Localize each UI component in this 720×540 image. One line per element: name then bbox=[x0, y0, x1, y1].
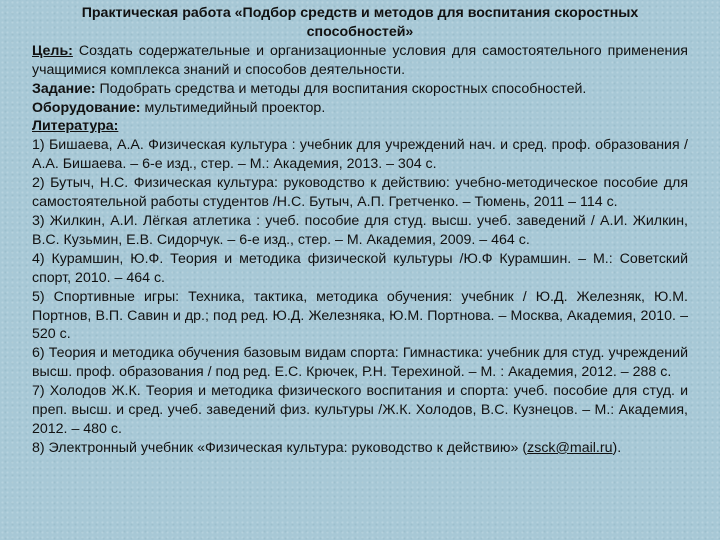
slide-title: Практическая работа «Подбор средств и методов для воспитания скоростных способностей» bbox=[81, 5, 639, 40]
literature-item-2: 2) Бутыч, Н.С. Физическая культура: руководство к действию: учебно-методическое пособие для самостоятельной работы студентов /Н.С. Бутыч, А.П. Гретченко. – Тюмень, 2011 – 114 с. bbox=[32, 175, 688, 211]
task-text: Подобрать средства и методы для воспитания скоростных способностей. bbox=[99, 80, 587, 97]
literature-item-8 bbox=[32, 439, 688, 458]
email-link[interactable]: zsck@mail.ru bbox=[527, 439, 613, 456]
literature-heading bbox=[32, 117, 688, 136]
equipment-label: Оборудование: bbox=[32, 99, 141, 116]
task-label: Задание: bbox=[32, 80, 96, 97]
equipment-paragraph bbox=[32, 99, 688, 118]
task-paragraph bbox=[32, 80, 688, 99]
goal-text: Создать содержательные и организационные условия для самостоятельного применения учащимися комплекса знаний и способов деятельности. bbox=[32, 42, 688, 78]
goal-label: Цель: bbox=[32, 42, 73, 59]
literature-item-7: 7) Холодов Ж.К. Теория и методика физического воспитания и спорта: учеб. пособие для студ. и преп. высш. и сред. учеб. заведений физ. культуры /Ж.К. Холодов, В.С. Кузнецов. – М.: Академия, 2012. – 480 с. bbox=[32, 383, 688, 437]
equipment-text: мультимедийный проектор. bbox=[144, 99, 326, 116]
literature-item-6: 6) Теория и методика обучения базовым видам спорта: Гимнастика: учебник для студ. учреждений высш. проф. образования / под ред. Е.С. Крючек, Р.Н. Терехиной. – М. : Академия, 2012. – 288 с. bbox=[32, 345, 688, 381]
literature-item-3: 3) Жилкин, А.И. Лёгкая атлетика : учеб. пособие для студ. высш. учеб. заведений / А.И. Жилкин, В.С. Кузьмин, Е.В. Сидорчук. – 6-е изд., стер. – М. Академия, 2009. – 464 с. bbox=[32, 212, 688, 248]
literature-item-8-text: 8) Электронный учебник «Физическая культура: руководство к действию» bbox=[32, 439, 519, 456]
literature-item-1: 1) Бишаева, А.А. Физическая культура : учебник для учреждений нач. и сред. проф. образования / А.А. Бишаева. – 6-е изд., стер. – М.: Академия, 2013. – 304 с. bbox=[32, 137, 688, 173]
goal-paragraph bbox=[32, 42, 688, 80]
open-paren: ( bbox=[522, 439, 528, 456]
literature-label: Литература: bbox=[32, 118, 119, 135]
closing-paren: ). bbox=[612, 439, 622, 456]
literature-item-5: 5) Спортивные игры: Техника, тактика, методика обучения: учебник / Ю.Д. Железняк, Ю.М. Портнов, В.П. Савин и др.; под ред. Ю.Д. Железняка, Ю.М. Портнова. – Москва, Академия, 2010. – 520 с. bbox=[32, 288, 688, 343]
literature-item-4: 4) Курамшин, Ю.Ф. Теория и методика физической культуры /Ю.Ф Курамшин. – М.: Советский спорт, 2010. – 464 с. bbox=[32, 250, 688, 286]
